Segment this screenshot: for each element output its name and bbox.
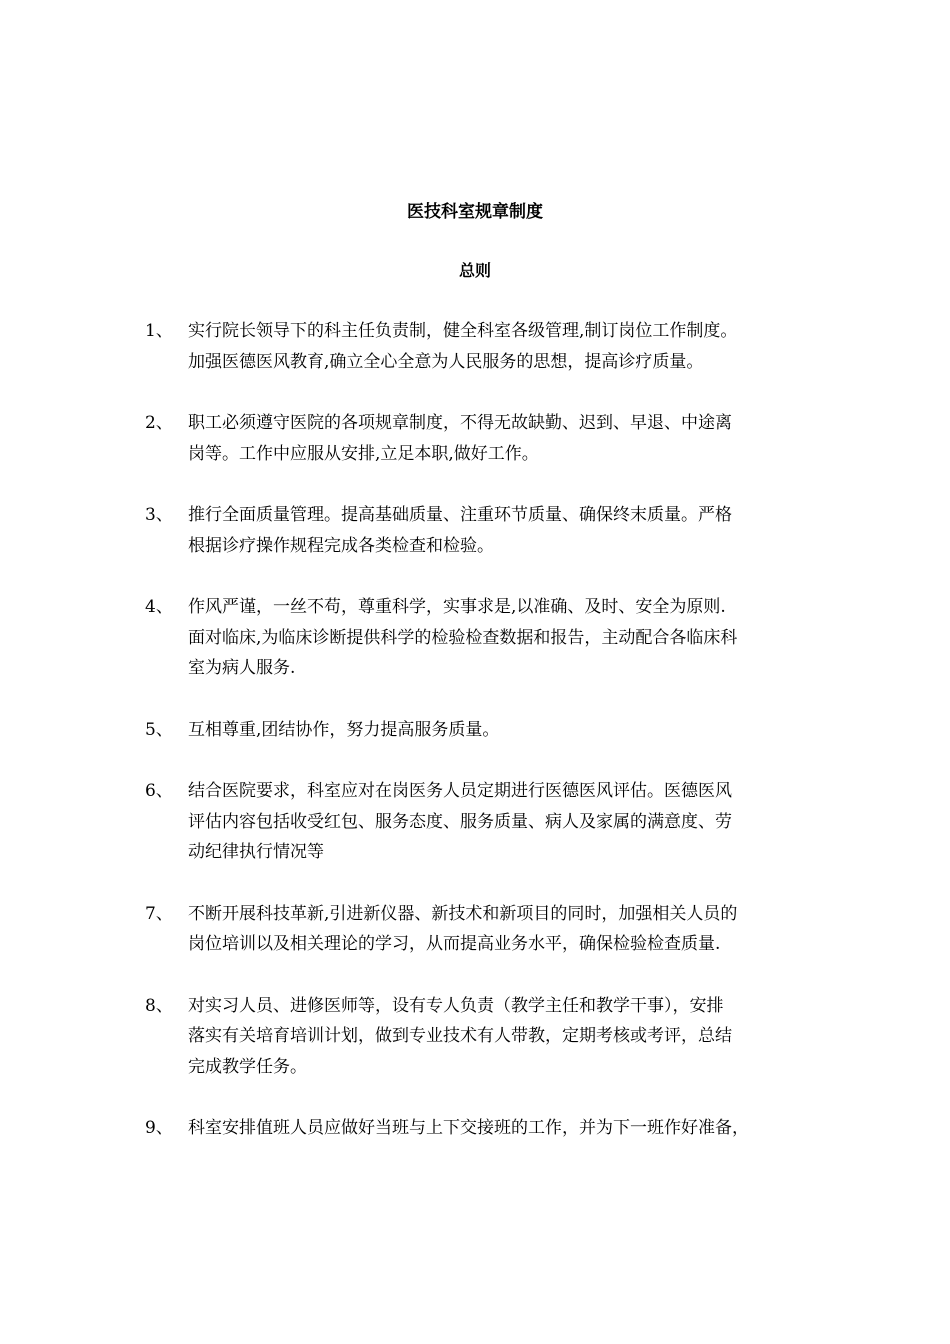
rule-number: 3、 xyxy=(145,505,173,525)
rule-text-line: 室为病人服务. xyxy=(188,658,296,678)
rule-text-line: 结合医院要求，科室应对在岗医务人员定期进行医德医风评估。医德医风 xyxy=(188,781,732,801)
rule-text xyxy=(188,776,825,868)
rule-item xyxy=(145,500,825,561)
rule-text xyxy=(188,500,825,561)
rule-list xyxy=(145,316,825,1175)
section-title: 总则 xyxy=(458,261,491,280)
rule-number: 6、 xyxy=(145,781,173,801)
rule-text-line: 对实习人员、进修医师等，设有专人负责（教学主任和教学干事），安排 xyxy=(188,995,724,1016)
rule-text-line: 岗位培训以及相关理论的学习，从而提高业务水平，确保检验检查质量. xyxy=(188,934,721,954)
rule-item xyxy=(145,592,825,684)
rule-text-line: 加强医德医风教育,确立全心全意为人民服务的思想，提高诊疗质量。 xyxy=(188,351,704,372)
document-title: 医技科室规章制度 xyxy=(407,202,543,222)
rule-text xyxy=(188,592,825,684)
rule-number: 4、 xyxy=(145,597,173,617)
rule-number: 1、 xyxy=(145,321,173,341)
rule-text-line: 根据诊疗操作规程完成各类检查和检验。 xyxy=(188,535,494,556)
rule-number: 7、 xyxy=(145,903,173,924)
rule-text-line: 推行全面质量管理。提高基础质量、注重环节质量、确保终末质量。严格 xyxy=(188,505,732,525)
rule-text xyxy=(188,316,825,377)
rule-item xyxy=(145,991,825,1083)
rule-text-line: 岗等。工作中应服从安排,立足本职,做好工作。 xyxy=(188,443,539,464)
rule-item xyxy=(145,715,825,746)
rule-text-line: 完成教学任务。 xyxy=(188,1056,307,1077)
rule-text-line: 职工必须遵守医院的各项规章制度，不得无故缺勤、迟到、早退、中途离 xyxy=(188,413,732,433)
rule-item xyxy=(145,316,825,377)
rule-text-line: 作风严谨，一丝不苟，尊重科学，实事求是,以准确、及时、安全为原则. xyxy=(188,597,726,617)
rule-text xyxy=(188,899,825,960)
rule-number: 2、 xyxy=(145,413,173,433)
rule-number: 9、 xyxy=(145,1118,173,1138)
rule-item xyxy=(145,899,825,960)
rule-item xyxy=(145,1113,825,1144)
rule-text-line: 动纪律执行情况等 xyxy=(188,842,324,862)
rule-text-line: 科室安排值班人员应做好当班与上下交接班的工作，并为下一班作好准备， xyxy=(188,1118,749,1138)
rule-text xyxy=(188,715,825,746)
rule-number: 5、 xyxy=(145,719,173,740)
rule-text xyxy=(188,1113,825,1144)
rule-text-line: 评估内容包括收受红包、服务态度、服务质量、病人及家属的满意度、劳 xyxy=(188,811,732,832)
rule-text-line: 面对临床,为临床诊断提供科学的检验检查数据和报告，主动配合各临床科 xyxy=(188,627,738,648)
rule-text xyxy=(188,991,825,1083)
rule-text xyxy=(188,408,825,469)
rule-text-line: 互相尊重,团结协作，努力提高服务质量。 xyxy=(188,719,500,740)
rule-item xyxy=(145,776,825,868)
rule-item xyxy=(145,408,825,469)
rule-text-line: 实行院长领导下的科主任负责制，健全科室各级管理,制订岗位工作制度。 xyxy=(188,321,738,341)
rule-number: 8、 xyxy=(145,995,173,1016)
rule-text-line: 落实有关培育培训计划，做到专业技术有人带教，定期考核或考评，总结 xyxy=(188,1026,732,1046)
rule-text-line: 不断开展科技革新,引进新仪器、新技术和新项目的同时，加强相关人员的 xyxy=(188,903,738,924)
